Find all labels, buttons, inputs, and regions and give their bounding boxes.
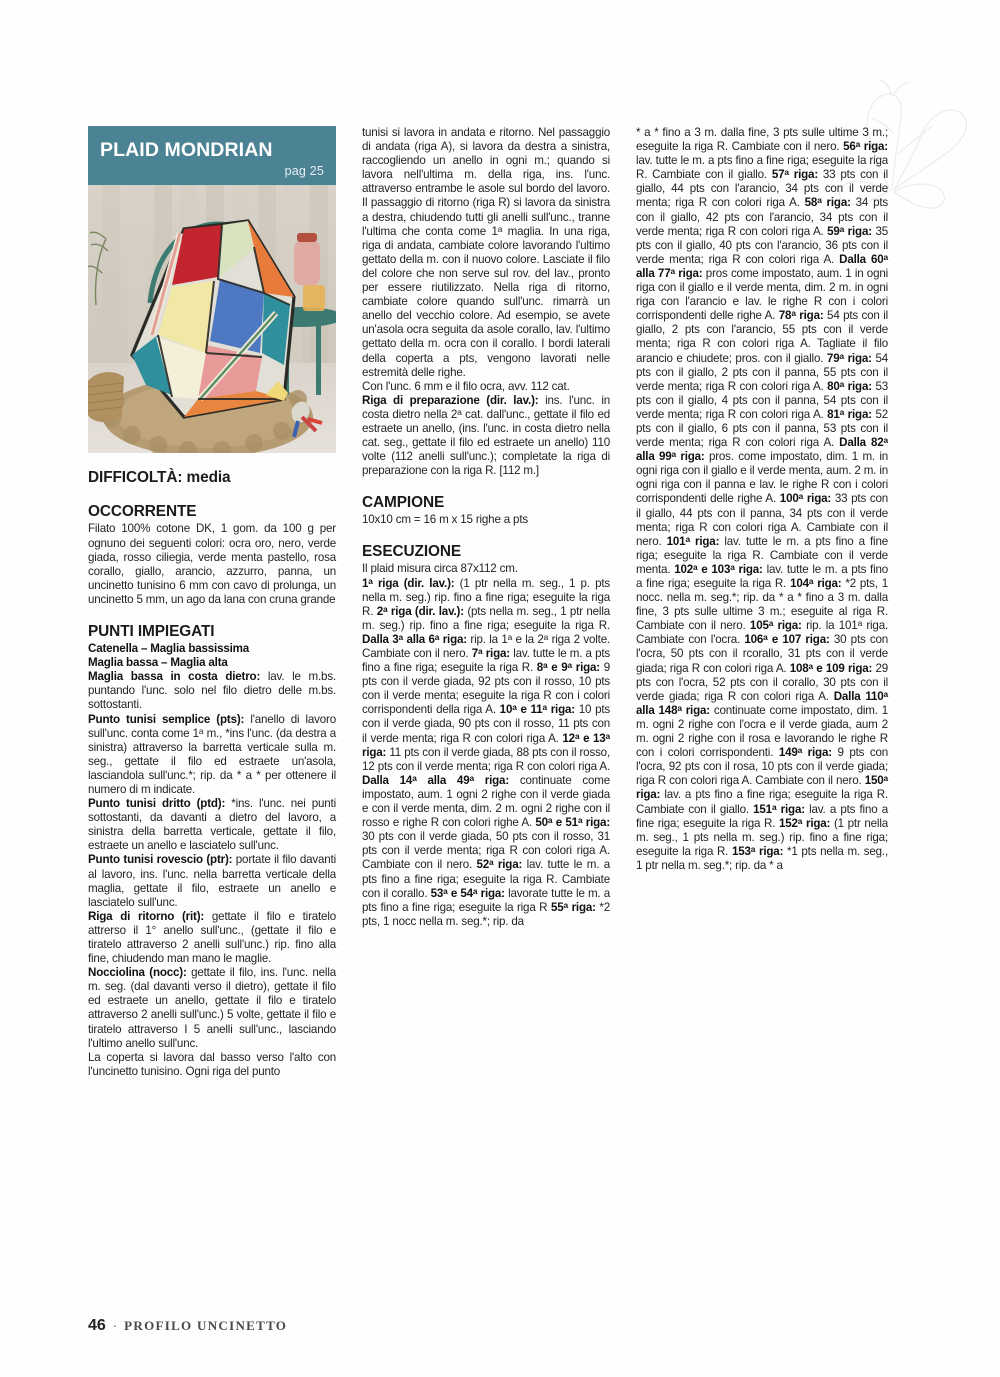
page-reference: pag 25 — [284, 164, 324, 179]
stitch-nocc — [88, 966, 336, 1051]
riga-di-preparazione — [362, 394, 610, 479]
stitch-ptd-text: *ins. l'unc. nei punti sottostanti, da davanti a dietro del lavoro, a sinistra della barretta verticale, gettate il filo, estraete un anello e lasciatelo sull'unc. — [88, 797, 336, 853]
row-label: Dalla 60$^a$ alla 77$^a$ riga: — [636, 251, 889, 280]
row-label: 50$^a$ e 51$^a$ riga: — [535, 814, 611, 830]
row-label: 108$^a$ e 109 riga: — [789, 660, 873, 675]
middle-rows-flow — [362, 577, 610, 929]
difficulty-value: media — [182, 469, 231, 487]
row-text: 33 pts con il giallo, 44 pts con l'arancio, 34 pts con il verde menta; riga R con colori riga A. — [636, 168, 888, 210]
row-label: 105$^a$ riga: — [749, 618, 802, 633]
row-text: lavorate tutte le m. a pts fino a fine riga; eseguite la riga R — [362, 886, 610, 914]
row-text: 53 pts con il giallo, 4 pts con il panna, 54 pts con il verde menta; riga R con colori riga A. — [636, 379, 889, 421]
row-text: 30 pts con l'ocra, 50 pts con il rcorallo, 31 pts con il verde giada; riga R con colori riga A. — [636, 633, 888, 675]
middle-para-2: Con l'unc. 6 mm e il filo ocra, avv. 112 cat. — [362, 379, 570, 393]
row-label: Dalla 14$^a$ alla 49$^a$ riga: — [362, 772, 510, 787]
row-text: lav. tutte le m. a pts fino a fine riga; eseguite la riga R. — [362, 647, 610, 675]
row-text: continuate come impostato, aum. 1 ogni 2 righe con il verde giada e con il verde menta, dim. 2 m. ogni 2 righe con il rosso e righe R con colori righe A. — [362, 773, 611, 830]
difficulty-label: DIFFICOLTÀ: — [88, 469, 183, 487]
row-text: 9 pts con l'ocra, 92 pts con il rosa, 10 pts con il verde giada; riga R con colori riga A. Cambiate con il nero. — [636, 746, 888, 788]
left-closing-text: La coperta si lavora dal basso verso l'alto con l'uncinetto tunisino. Ogni riga del punto — [88, 1050, 336, 1078]
row-label: Dalla 3$^a$ alla 6$^a$ riga: — [362, 631, 467, 646]
stitch-ptr — [88, 853, 336, 909]
punti-line-2 — [88, 656, 336, 670]
row-label: 7$^a$ riga: — [471, 645, 510, 660]
row-label: 150$^a$ riga: — [636, 773, 888, 802]
stitch-pts — [88, 713, 336, 798]
row-label: 2$^a$ riga (dir. lav.): — [376, 603, 464, 618]
heading-occorrente: OCCORRENTE — [88, 503, 197, 521]
footer-separator: · — [112, 1318, 118, 1333]
row-text: *2 pts, 1 nocc. nella m. seg.*; rip. da * a * fino a 3 m. dalla fine, 3 pts sulle ultime 3 m.; eseguite al riga R. Cambiate con il nero. — [636, 577, 888, 633]
row-text: *1 pts nella m. seg., 1 ptr nella m. seg.*; rip. da * a — [636, 844, 888, 872]
row-label: 79$^a$ riga: — [826, 350, 872, 365]
stitch-rit-text: gettate il filo e tiratelo attrerso il 1° anello sull'unc., (gettate il filo e tiratelo attraverso 2 anelli sull'unc.) rip. fino alla fine, chiudendo man mano le maglie. — [88, 909, 336, 966]
row-text: 35 pts con il giallo, 40 pts con l'arancio, 36 pts con il verde menta; riga R con colori riga A. — [636, 224, 889, 266]
row-label: 1$^a$ riga (dir. lav.): — [362, 575, 455, 590]
stitch-mbcd-label: Maglia bassa in costa dietro: — [88, 670, 261, 684]
row-label: 101$^a$ riga: — [666, 533, 720, 548]
row-text: continuate come impostato, dim. 1 m. ogni 2 righe con l'ocra e il verde giada, aum 2 m. ogni 2 righe con il rosa e lavorando le righe R con i colori corrispondenti. — [636, 703, 888, 760]
riga-di-preparazione-text: ins. l'unc. in costa dietro nella 2$^a$ cat. dall'unc., gettate il filo ed estraete un anello, (ins. l'unc. in costa dietro nella cat. seg., gettate il filo ed estraete un anello) 110 volte (112 anelli sull'unc.); completate la riga di preparazione con la riga R. [112 m.] — [362, 393, 611, 478]
row-text: lav. tutte le m. a pts fino a fine riga; eseguite la riga R. Cambiate con il verde menta. — [636, 534, 888, 576]
row-text: *2 pts, 1 nocc nella m. seg.*; rip. da — [362, 900, 611, 928]
row-text: rip. la 1$^a$ e la 2$^a$ riga 2 volte. Cambiate con il nero. — [362, 631, 611, 660]
row-text: rip. la 101$^a$ riga. Cambiate con l'ocra. — [636, 618, 889, 647]
row-label: 106$^a$ e 107 riga: — [744, 632, 830, 647]
row-text: 54 pts con il giallo, 2 pts con l'arancio, 55 pts con il verde menta; riga R con colori riga A. Tagliate il filo arancio e chiudete; pros. con il giallo. — [636, 309, 888, 365]
heading-campione: CAMPIONE — [362, 494, 445, 512]
heading-esecuzione: ESECUZIONE — [362, 543, 462, 561]
stitch-ptd — [88, 797, 336, 853]
row-text: 29 pts con l'ocra, 52 pts con il corallo, 30 pts con il verde giada; riga R con colori riga A. — [636, 661, 889, 703]
stitch-pts-label: Punto tunisi semplice (pts): — [88, 712, 245, 726]
row-text: 34 pts con il giallo, 42 pts con l'arancio, 34 pts con il verde menta; riga R con colori riga A. — [636, 196, 888, 238]
row-label: 10$^a$ e 11$^a$ riga: — [499, 702, 575, 717]
row-text: (pts nella m. seg., 1 ptr nella m. seg.) rip. fino a fine riga; eseguite la riga R. — [362, 604, 610, 632]
difficulty-line — [88, 469, 336, 487]
row-label: 102$^a$ e 103$^a$ riga: — [674, 561, 763, 576]
stitch-ptr-text: portate il filo davanti al lavoro, ins. l'unc. nella barretta verticale della maglia, gettate il filo, estraete un anello e lasciatelo sull'unc. — [88, 853, 336, 909]
row-label: 78$^a$ riga: — [778, 308, 824, 323]
article-columns — [88, 126, 912, 1079]
row-text: (1 ptr nella m. seg., 1 p. pts nella m. seg.) rip. fino a fine riga; eseguite la riga R. — [362, 576, 610, 618]
row-text: lav. a pts fino a fine riga; eseguite la riga R. — [636, 802, 888, 830]
row-label: 149$^a$ riga: — [778, 744, 832, 760]
stitch-mbcd — [88, 670, 336, 712]
stitch-nocc-text: gettate il filo, ins. l'unc. nella m. seg. (dal davanti verso il dietro), gettate il filo ed estraete un anello, gettate il filo e tiratelo attraverso 2 anelli sull'unc.) 5 volte, gettate il filo e tiratelo attraverso I 5 anelli sull'unc., lasciando l'ultimo anello sull'unc. — [88, 966, 336, 1050]
row-label: 100$^a$ riga: — [779, 491, 832, 506]
page-title: PLAID MONDRIAN — [100, 139, 273, 161]
row-label: 80$^a$ riga: — [827, 378, 872, 393]
row-text: 54 pts con il giallo, 2 pts con il panna, 55 pts con il verde menta; riga R con colori riga A. — [636, 351, 889, 393]
row-text: 11 pts con il verde giada, 88 pts con il rosso, 12 pts con il verde menta; riga R con colori riga A. — [362, 745, 610, 773]
riga-di-preparazione-label: Riga di preparazione (dir. lav.): — [362, 393, 539, 407]
row-label: 52$^a$ riga: — [476, 857, 523, 872]
punti-line-1 — [88, 642, 336, 656]
page-footer — [88, 1317, 287, 1335]
row-label: Dalla 110$^a$ alla 148$^a$ riga: — [636, 688, 888, 717]
row-text: lav. a pts fino a fine riga; eseguite la riga R. Cambiate con il giallo. — [636, 788, 888, 816]
row-label: Dalla 82$^a$ alla 99$^a$ riga: — [636, 434, 889, 464]
row-label: 81$^a$ riga: — [827, 406, 872, 421]
right-column — [636, 126, 888, 1079]
occorrente-text: Filato 100% cotone DK, 1 gom. da 100 g per ognuno dei seguenti colori: ocra oro, nero, verde giada, rosso ciliegia, verde menta pastello, rosa corallo, giallo, arancio, azzurro, panna, un uncinetto tunisino 6 mm con cavo di prolunga, un uncinetto 5 mm, un ago da lana con cruna grande — [88, 522, 336, 606]
row-text: 33 pts con il giallo, 44 pts con il panna, 34 pts con il verde menta; riga R con colori riga A. Cambiate con il nero. — [636, 492, 888, 548]
masthead-panel — [88, 126, 336, 185]
row-text: lav. tutte le m. a pts fino a fine riga; eseguite la riga R. Cambiate con il corallo. — [362, 858, 611, 900]
stitch-ptr-label: Punto tunisi rovescio (ptr): — [88, 853, 233, 867]
stitch-nocc-label: Nocciolina (nocc): — [88, 966, 187, 980]
row-label: 53$^a$ e 54$^a$ riga: — [430, 885, 505, 900]
stitch-ptd-label: Punto tunisi dritto (ptd): — [88, 797, 226, 811]
punti-line-1-text: Catenella – Maglia bassissima — [88, 642, 250, 656]
right-rows-flow — [636, 126, 888, 873]
row-continuation: * a * fino a 3 m. dalla fine, 3 pts sulle ultime 3 m.; eseguite la riga R. Cambiate con il nero. — [636, 126, 888, 154]
plaid-mondrian-photo — [88, 185, 336, 453]
row-label: 104$^a$ riga: — [790, 575, 842, 590]
row-label: 59$^a$ riga: — [827, 223, 872, 238]
folio-number: 46 — [88, 1317, 106, 1334]
stitch-mbcd-text: lav. le m.bs. puntando l'unc. solo nel filo dietro delle m.bs. sottostanti. — [88, 670, 336, 712]
row-text: 9 pts con il verde giada, 92 pts con il rosso, 10 pts con il verde menta; eseguite la riga R con i colori corrispondenti della riga A. — [362, 661, 610, 717]
middle-para-1: tunisi si lavora in andata e ritorno. Nel passaggio di andata (riga A), si lavora da destra a sinistra, raccogliendo un anello in ogni m.; quando si lavora nell'ultima m. della riga, ins. l'unc. attraverso entrambe le asole sul bordo del lavoro. Il passaggio di ritorno (riga R) si lavora da sinistra a destra, chiudendo tutti gli anelli sull'unc., tranne l'ultima che conta come 1$^a$ maglia. In una riga, riga di andata, cambiate colore lavorando l'ultimo gettato della m. con il nuovo colore. Lasciate il filo del colore che non serve sul rov. del lav., pronto per essere riutilizzato. Nella riga di ritorno, cambiate colore quando sull'unc. rimarrà un anello del vecchio colore. Ad esempio, se avete un'asola ocra seguita da asole corallo, lav. l'ultimo gettato della m. ocra con il corallo. I bordi laterali della coperta a pts, vengono lavorati nelle estremità delle righe. — [362, 126, 610, 379]
row-text: 10 pts con il verde giada, 90 pts con il rosso, 11 pts con il verde menta; riga R con colori riga A. — [362, 703, 611, 745]
publication-name: PROFILO UNCINETTO — [124, 1318, 288, 1333]
row-label: 8$^a$ e 9$^a$ riga: — [536, 659, 600, 675]
row-text: pros come impostato, aum. 1 in ogni riga con il giallo e il verde menta, dim. 2 m. in ogni riga con l'arancio e lav. le righe R con i colori corrispondenti delle righe A. — [636, 266, 889, 323]
stitch-pts-text: l'anello di lavoro sull'unc. conta come 1$^a$ m., *ins l'unc. (da destra a sinistra) attraverso la barretta verticale sulla m. seg., gettate il filo ed estraete un'asola, lasciandola sull'unc.*; rip. da * a * per ottenere il numero di m indicate. — [88, 712, 337, 796]
esecuzione-intro: Il plaid misura circa 87x112 cm. — [362, 562, 518, 576]
row-text: lav. tutte le m. a pts fino a fine riga; eseguite la riga R. Cambiate con il giallo. — [636, 154, 888, 182]
stitch-rit-label: Riga di ritorno (rit): — [88, 909, 205, 923]
row-label: 56$^a$ riga: — [843, 138, 888, 154]
row-text: lav. tutte le m. a pts fino a fine riga; eseguite la riga R. — [636, 562, 889, 590]
row-text: 52 pts con il giallo, 6 pts con il panna, 53 pts con il verde menta; riga R con colori riga A. — [636, 407, 889, 450]
campione-text: 10x10 cm = 16 m x 15 righe a pts — [362, 513, 528, 527]
row-label: 55$^a$ riga: — [550, 899, 596, 914]
row-label: 151$^a$ riga: — [753, 801, 805, 816]
row-text: 30 pts con il verde giada, 50 pts con il rosso, 31 pts con il verde menta; riga R con colori riga A. Cambiate con il nero. — [362, 830, 610, 872]
row-label: 12$^a$ e 13$^a$ riga: — [362, 730, 611, 759]
stitch-rit — [88, 910, 336, 966]
punti-line-2-text: Maglia bassa – Maglia alta — [88, 656, 228, 670]
left-column — [88, 126, 336, 1079]
row-label: 153$^a$ riga: — [731, 843, 784, 858]
row-text: pros. come impostato, dim. 1 m. in ogni riga con il giallo e il verde menta, aum. 2 m. in ogni riga con il panna e lav. le righe R con i colori corrispondenti delle righe A. — [636, 450, 888, 506]
row-label: 57$^a$ riga: — [771, 167, 819, 182]
row-label: 152$^a$ riga: — [778, 815, 831, 830]
row-text: (1 ptr nella m. seg., 1 pts nella m. seg.) rip. fino a fine riga; eseguite la riga R. — [636, 816, 888, 858]
middle-column — [362, 126, 610, 1079]
row-label: 58$^a$ riga: — [804, 195, 851, 210]
heading-punti-impiegati: PUNTI IMPIEGATI — [88, 623, 215, 641]
